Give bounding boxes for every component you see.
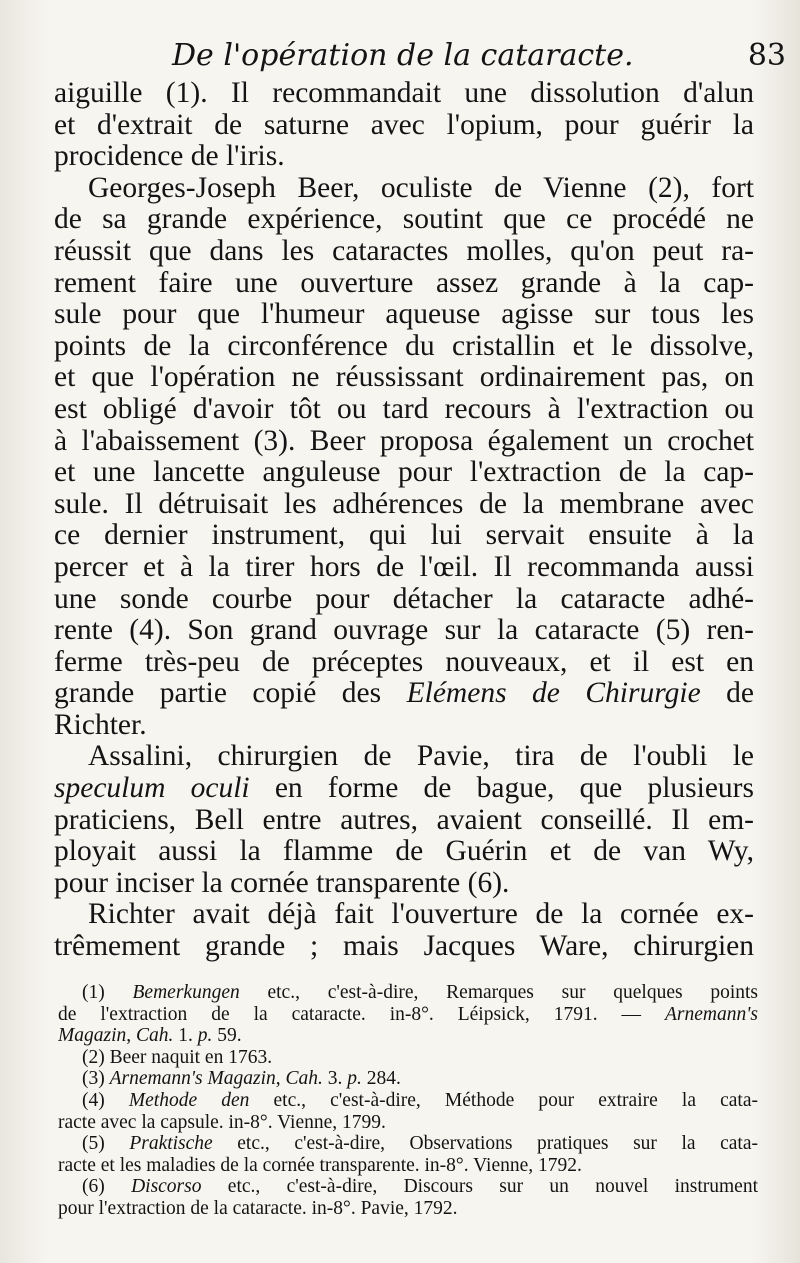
- text-run-italic: Arnemann's Magazin: [109, 1068, 276, 1090]
- text-line: réussit que dans les cataractes molles, qu'on peut ra-: [54, 235, 754, 267]
- text-run-italic: Cah.: [136, 1025, 174, 1047]
- text-run: de: [700, 678, 754, 710]
- text-line: rement faire une ouverture assez grande à la cap-: [54, 267, 754, 299]
- text-run-italic: p.: [347, 1068, 362, 1090]
- text-line: une sonde courbe pour détacher la cataracte adhé-: [54, 583, 754, 615]
- text-run-italic: Discorso: [131, 1176, 202, 1198]
- text-run: etc., c'est-à-dire, Méthode pour extraire la cata-: [249, 1089, 758, 1111]
- text-run-italic: p.: [197, 1025, 213, 1047]
- text-run: (1): [82, 982, 133, 1003]
- text-run-italic: Praktische: [129, 1133, 213, 1155]
- text-line: ce dernier instrument, qui lui servait ensuite à la: [54, 520, 754, 552]
- text-line: praticiens, Bell entre autres, avaient conseillé. Il em-: [54, 804, 754, 836]
- running-title: De l'opération de la cataracte.: [172, 38, 634, 73]
- text-line: pour inciser la cornée transparente (6).: [54, 867, 510, 899]
- text-line: Richter.: [54, 709, 147, 741]
- footnote-line: racte avec la capsule. in-8°. Vienne, 1799.: [58, 1111, 386, 1133]
- footnote-line: (2) Beer naquit en 1763.: [82, 1046, 273, 1068]
- text-run: etc., c'est-à-dire, Discours sur un nouvel instrument: [201, 1176, 758, 1198]
- text-run: grande partie copié des: [54, 678, 407, 710]
- text-line: à l'abaissement (3). Beer proposa également un crochet: [54, 425, 754, 457]
- text-line: et une lancette anguleuse pour l'extraction de la cap-: [54, 457, 754, 489]
- text-run-italic: Bemerkungen: [132, 982, 240, 1003]
- paragraph-start-line: Georges-Joseph Beer, oculiste de Vienne (2), fort: [88, 172, 754, 204]
- text-run: 284.: [361, 1068, 401, 1090]
- text-line: et d'extrait de saturne avec l'opium, pour guérir la: [54, 109, 754, 141]
- footnote-line: [58, 1068, 758, 1090]
- running-header: [172, 36, 792, 76]
- text-line: rente (4). Son grand ouvrage sur la cataracte (5) ren-: [54, 615, 754, 647]
- text-line: est obligé d'avoir tôt ou tard recours à l'extraction ou: [54, 393, 754, 425]
- text-line: [54, 773, 754, 805]
- footnote-line: [58, 982, 758, 1004]
- text-run: (3): [82, 1068, 110, 1090]
- text-line: [54, 678, 754, 710]
- footnote-line: [58, 1025, 758, 1047]
- text-run: (5): [82, 1133, 130, 1155]
- text-line: ployait aussi la flamme de Guérin et de van Wy,: [54, 836, 754, 868]
- text-line: et que l'opération ne réussissant ordinairement pas, on: [54, 362, 754, 394]
- page-number: 83: [747, 38, 786, 73]
- text-line: sule pour que l'humeur aqueuse agisse sur tous les: [54, 299, 754, 331]
- footnote-line: [58, 1090, 758, 1112]
- footnotes: [58, 982, 758, 1220]
- footnote-line: racte et les maladies de la cornée transparente. in-8°. Vienne, 1792.: [58, 1154, 582, 1176]
- footnote-line: [58, 1133, 758, 1155]
- text-run: 3.: [322, 1068, 348, 1090]
- text-line: trêmement grande ; mais Jacques Ware, chirurgien: [54, 931, 754, 963]
- text-line: sule. Il détruisait les adhérences de la membrane avec: [54, 488, 754, 520]
- text-run: (4): [82, 1089, 129, 1111]
- text-run: en forme de bague, que plusieurs: [249, 773, 754, 805]
- book-title-italic: Elémens de Chirurgie: [406, 678, 701, 710]
- text-run: de l'extraction de la cataracte. in-8°. Léipsick, 1791. —: [58, 1003, 665, 1025]
- body-text: [54, 78, 754, 963]
- footnote-line: [58, 1004, 758, 1026]
- footnote-line: pour l'extraction de la cataracte. in-8°. Pavie, 1792.: [58, 1197, 458, 1219]
- text-line: percer et à la tirer hors de l'œil. Il recommanda aussi: [54, 551, 754, 583]
- text-run: etc., c'est-à-dire, Observations pratiques sur la cata-: [212, 1133, 758, 1155]
- footnote-line: [58, 1176, 758, 1198]
- text-run-italic: Cah.: [285, 1068, 323, 1090]
- text-line: points de la circonférence du cristallin et le dissolve,: [54, 330, 754, 362]
- text-run-italic: Magazin: [58, 1025, 127, 1047]
- text-run: 1.: [173, 1025, 198, 1047]
- text-line: ferme très-peu de préceptes nouveaux, et il est en: [54, 646, 754, 678]
- text-run-italic: Arnemann's: [665, 1003, 758, 1025]
- text-run: ,: [275, 1068, 286, 1090]
- text-run: etc., c'est-à-dire, Remarques sur quelques points: [239, 982, 758, 1003]
- text-run: ,: [126, 1025, 136, 1047]
- paragraph-start-line: Assalini, chirurgien de Pavie, tira de l'oubli le: [88, 741, 754, 773]
- text-run-italic: Methode den: [128, 1089, 250, 1111]
- term-italic: speculum oculi: [54, 773, 250, 805]
- text-line: de sa grande expérience, soutint que ce procédé ne: [54, 204, 754, 236]
- text-run: 59.: [212, 1025, 242, 1047]
- text-run: (6): [82, 1176, 132, 1198]
- text-line: procidence de l'iris.: [54, 141, 285, 173]
- text-line: aiguille (1). Il recommandait une dissolution d'alun: [54, 78, 754, 109]
- paragraph-start-line: Richter avait déjà fait l'ouverture de la cornée ex-: [88, 899, 754, 931]
